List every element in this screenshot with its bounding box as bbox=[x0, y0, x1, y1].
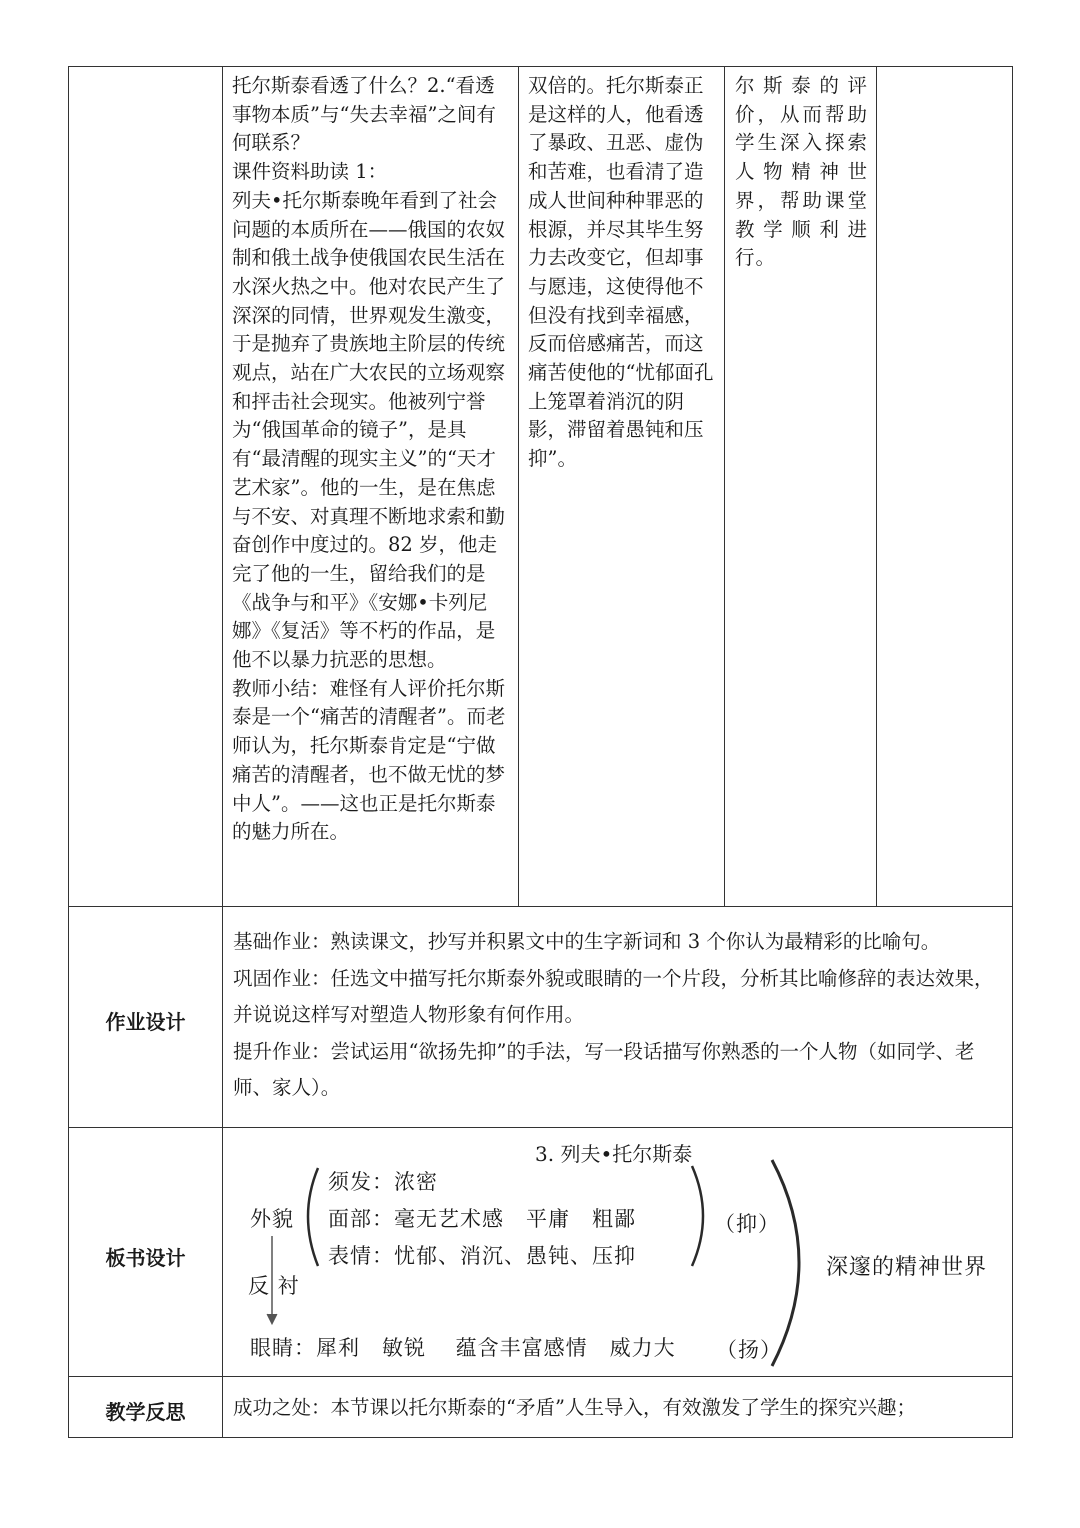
reflection-text: 成功之处：本节课以托尔斯泰的“矛盾”人生导入，有效激发了学生的探究兴趣； bbox=[233, 1396, 916, 1419]
board-expression: 表情：忧郁、消沉、愚钝、压抑 bbox=[328, 1244, 636, 1268]
homework-advanced: 提升作业：尝试运用“欲扬先抑”的手法，写一段话描写你熟悉的一个人物（如同学、老师、家人）。 bbox=[233, 1039, 975, 1099]
board-label: 板书设计 bbox=[105, 1246, 186, 1270]
material-heading: 课件资料助读 1： bbox=[232, 160, 388, 184]
board-appearance: 外貌 bbox=[250, 1207, 294, 1231]
material-paragraph: 列夫•托尔斯泰晚年看到了社会问题的本质所在——俄国的农奴制和俄土战争使俄国农民生活在水深火热之中。他对农民产生了深深的同情，世界观发生激变，于是抛弃了贵族地主阶层的传统观点，站在广大农民的立场观察和抨击社会现实。他被列宁誉为“俄国革命的镜子”，是具有“最清醒的现实主义”的“天才艺术家”。他的一生，是在焦虑与不安、对真理不断地求索和勤奋创作中度过的。82 岁，他走完了他的一生，留给我们的是《战争与和平》《安娜•卡列尼娜》《复活》等不朽的作品，是他不以暴力抗恶的思想。 bbox=[232, 188, 506, 672]
right-paren bbox=[692, 1166, 703, 1266]
board-raise: （扬） bbox=[716, 1338, 782, 1362]
contrast-arrow-head bbox=[267, 1314, 277, 1324]
board-contrast: 反 衬 bbox=[248, 1274, 300, 1298]
board-face: 面部：毫无艺术感 平庸 粗鄙 bbox=[328, 1207, 636, 1231]
left-paren bbox=[308, 1168, 318, 1266]
teacher-summary: 教师小结：难怪有人评价托尔斯泰是一个“痛苦的清醒者”。而老师认为，托尔斯泰肯定是“宁做痛苦的清醒者，也不做无忧的梦中人”。——这也正是托尔斯泰的魅力所在。 bbox=[232, 676, 506, 844]
question-paragraph: 托尔斯泰看透了什么？2.“看透事物本质”与“失去幸福”之间有何联系？ bbox=[232, 74, 496, 155]
reflection-label: 教学反思 bbox=[105, 1400, 186, 1424]
board-title: 3. 列夫•托尔斯泰 bbox=[535, 1142, 693, 1166]
board-conclusion: 深邃的精神世界 bbox=[826, 1255, 988, 1280]
student-activity-text: 双倍的。托尔斯泰正是这样的人，他看透了暴政、丑恶、虚伪和苦难，也看清了造成人世间种种罪恶的根源，并尽其毕生努力去改变它，但却事与愿违，这使得他不但没有找到幸福感，反而倍感痛苦，而这痛苦使他的“忧郁面孔上笼罩着消沉的阴影，滞留着愚钝和压抑”。 bbox=[528, 74, 714, 471]
big-right-bracket bbox=[772, 1160, 799, 1366]
homework-label: 作业设计 bbox=[105, 1010, 186, 1034]
board-eyes: 眼睛：犀利 敏锐 蕴含丰富感情 威力大 bbox=[250, 1336, 676, 1360]
homework-basic: 基础作业：熟读课文，抄写并积累文中的生字新词和 3 个你认为最精彩的比喻句。 bbox=[233, 930, 941, 953]
design-intent-text: 尔斯泰的评价，从而帮助学生深入探索人物精神世界，帮助课堂教学顺利进行。 bbox=[735, 74, 868, 270]
board-hair: 须发：浓密 bbox=[328, 1170, 438, 1194]
homework-consolidate: 巩固作业：任选文中描写托尔斯泰外貌或眼睛的一个片段，分析其比喻修辞的表达效果，并说说这样写对塑造人物形象有何作用。 bbox=[233, 966, 994, 1026]
board-suppress: （抑） bbox=[714, 1212, 780, 1236]
